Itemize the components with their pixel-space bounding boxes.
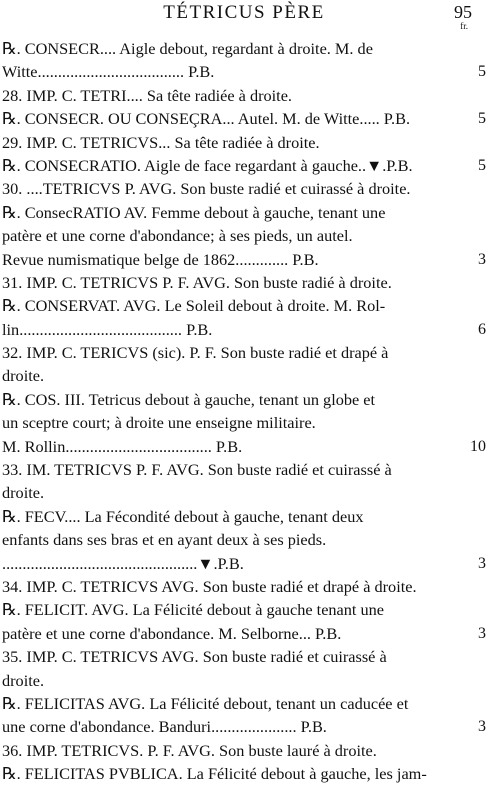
line-text: ℞. FECV.... La Fécondité debout à gauche, tenant deux [2, 506, 364, 526]
line-text: ℞. CONSERVAT. AVG. Le Soleil debout à droite. M. Rol- [2, 296, 386, 316]
line-text: ℞. FELICITAS PVBLICA. La Félicité debout à gauche, les jam- [2, 764, 427, 784]
catalogue-line [2, 341, 486, 364]
line-text: 36. IMP. TETRICVS. P. F. AVG. Son buste lauré à droite. [2, 740, 377, 760]
catalogue-line [2, 528, 486, 551]
catalogue-line [2, 715, 486, 738]
price-value: 5 [478, 110, 486, 128]
line-text: 29. IMP. C. TETRICVS... Sa tête radiée à droite. [2, 132, 320, 152]
catalogue-line [2, 692, 486, 715]
catalogue-entries [2, 37, 486, 786]
line-text: 35. IMP. C. TETRICVS AVG. Son buste radié et cuirassé à [2, 647, 387, 667]
catalogue-line [2, 37, 486, 60]
price-value: 10 [470, 437, 486, 455]
line-text: lin........................................ P.B. [2, 319, 213, 339]
line-text: enfants dans ses bras et en ayant deux à ses pieds. [2, 530, 327, 550]
catalogue-line [2, 201, 486, 224]
catalogue-line [2, 107, 486, 130]
line-text: ℞. COS. III. Tetricus debout à gauche, tenant un globe et [2, 389, 376, 409]
line-text: Revue numismatique belge de 1862............. P.B. [2, 249, 319, 269]
price-value: 3 [478, 624, 486, 642]
line-text: droite. [2, 483, 45, 503]
price-value: 3 [478, 250, 486, 268]
page-header [0, 2, 488, 31]
catalogue-line [2, 60, 486, 83]
catalogue-line [2, 131, 486, 154]
line-text: un sceptre court; à droite une enseigne militaire. [2, 413, 316, 433]
catalogue-line [2, 364, 486, 387]
catalogue-line [2, 622, 486, 645]
price-value: 3 [478, 718, 486, 736]
line-text: ℞. CONSECR. OU CONSEÇRA... Autel. M. de Witte..... P.B. [2, 109, 411, 129]
catalogue-line [2, 458, 486, 481]
catalogue-line [2, 669, 486, 692]
price-value: 6 [478, 320, 486, 338]
catalogue-line [2, 505, 486, 528]
line-text: 33. IM. TETRICVS P. F. AVG. Son buste radié et cuirassé à [2, 460, 392, 480]
price-value: 5 [478, 63, 486, 81]
line-text: 28. IMP. C. TETRI.... Sa tête radiée à droite. [2, 85, 292, 105]
line-text: M. Rollin.................................... P.B. [2, 436, 243, 456]
line-text: droite. [2, 670, 45, 690]
line-text: Witte.................................... P.B. [2, 62, 215, 82]
line-text: 30. ....TETRICVS P. AVG. Son buste radié et cuirassé à droite. [2, 179, 411, 199]
catalogue-line [2, 294, 486, 317]
catalogue-line [2, 762, 486, 785]
catalogue-line [2, 481, 486, 504]
catalogue-line [2, 575, 486, 598]
catalogue-line [2, 84, 486, 107]
price-unit-label: fr. [460, 21, 468, 31]
line-text: patère et une corne d'abondance; à ses pieds, un autel. [2, 226, 353, 246]
line-text: ℞. FELICIT. AVG. La Félicité debout à gauche tenant une [2, 600, 385, 620]
catalogue-line [2, 435, 486, 458]
line-text: ℞. CONSECRATIO. Aigle de face regardant à gauche..▼.P.B. [2, 155, 413, 175]
catalogue-line [2, 598, 486, 621]
running-title: TÉTRICUS PÈRE [163, 2, 325, 23]
line-text: une corne d'abondance. Banduri..................... P.B. [2, 717, 327, 737]
line-text: 31. IMP. C. TETRICVS P. F. AVG. Son buste radié à droite. [2, 272, 392, 292]
line-text: ℞. CONSECR.... Aigle debout, regardant à droite. M. de [2, 39, 373, 58]
catalogue-line [2, 411, 486, 434]
catalogue-line [2, 739, 486, 762]
line-text: patère et une corne d'abondance. M. Selborne... P.B. [2, 623, 342, 643]
catalogue-line [2, 154, 486, 177]
catalogue-line [2, 318, 486, 341]
price-value: 5 [478, 156, 486, 174]
line-text: 34. IMP. C. TETRICVS AVG. Son buste radié et drapé à droite. [2, 576, 417, 596]
line-text: ................................................▼.P.B. [2, 553, 244, 573]
catalogue-line [2, 271, 486, 294]
price-value: 3 [478, 554, 486, 572]
line-text: 32. IMP. C. TERICVS (sic). P. F. Son buste radié et drapé à [2, 343, 389, 363]
line-text: droite. [2, 366, 45, 386]
catalogue-line [2, 248, 486, 271]
catalogue-line [2, 552, 486, 575]
line-text: ℞. ConsecRATIO AV. Femme debout à gauche, tenant une [2, 202, 386, 222]
page-number: 95 [454, 2, 472, 22]
catalogue-line [2, 224, 486, 247]
catalogue-line [2, 177, 486, 200]
catalogue-line [2, 645, 486, 668]
line-text: ℞. FELICITAS AVG. La Félicité debout, tenant un caducée et [2, 693, 409, 713]
catalogue-line [2, 388, 486, 411]
